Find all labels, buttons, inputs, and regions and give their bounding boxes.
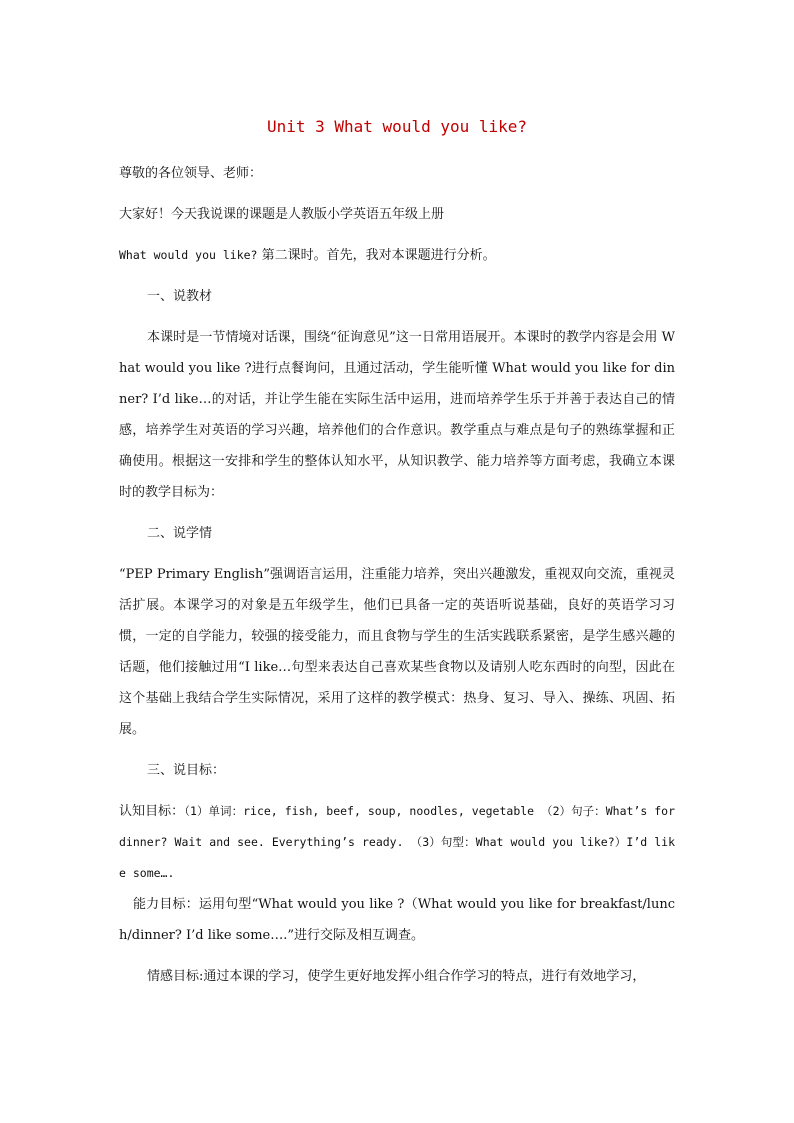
section-3-heading: 三、说目标：: [147, 763, 226, 778]
goal-cognitive-body: （1）单词：rice, fish, beef, soup, noodles, vegetable （2）句子：What’s for dinner? Wait and see. Everything’s ready. （3）句型：What would you like?）I’d like some….: [119, 804, 675, 880]
section-2-heading: 二、说学情: [147, 526, 213, 541]
goal-cognitive-label: 认知目标：: [119, 804, 185, 819]
intro-line-2-english: What would you like?: [119, 248, 258, 262]
intro-line-2-chinese: 第二课时。首先，我对本课题进行分析。: [257, 248, 496, 263]
goal-emotion-label: 情感目标:: [147, 969, 204, 984]
section-1-heading: 一、说教材: [147, 289, 213, 304]
section-2-body: “PEP Primary English”强调语言运用，注重能力培养，突出兴趣激发，重视双向交流，重视灵活扩展。本课学习的对象是五年级学生，他们已具备一定的英语听说基础，良好的英语学习习惯，一定的自学能力，较强的接受能力，而且食物与学生的生活实践联系紧密，是学生感兴趣的话题，他们接触过用“I like…句型来表达自己喜欢某些食物以及请别人吃东西时的向型，因此在这个基础上我结合学生实际情况，采用了这样的教学模式：热身、复习、导入、操练、巩固、拓展。: [119, 567, 675, 737]
greeting: 尊敬的各位领导、老师：: [119, 166, 263, 181]
goal-emotion-body: 通过本课的学习，使学生更好地发挥小组合作学习的特点，进行有效地学习，: [203, 969, 646, 984]
section-1-body: 本课时是一节情境对话课，围绕“征询意见”这一日常用语展开。本课时的教学内容是会用 What would you like ?进行点餐询问，且通过活动，学生能听懂 What would you like for dinner? I’d like…的对话，并让学生能在实际生活中运用，进而培养学生乐于并善于表达自己的情感，培养学生对英语的学习兴趣，培养他们的合作意识。教学重点与难点是句子的熟练掌握和正确使用。根据这一安排和学生的整体认知水平，从知识教学、能力培养等方面考虑，我确立本课时的教学目标为：: [119, 330, 675, 500]
goal-cognitive: [119, 796, 675, 889]
goal-ability-body: 运用句型“What would you like ?（What would you like for breakfast/lunch/dinner? I’d like some….”进行交际及相互调查。: [119, 897, 675, 943]
intro-line-2: [119, 240, 675, 271]
intro-line-1: 大家好！今天我说课的课题是人教版小学英语五年级上册: [119, 207, 445, 222]
goal-ability: [119, 889, 675, 951]
document-page: [119, 112, 675, 992]
goal-emotion: [119, 961, 675, 992]
goal-ability-label: 能力目标：: [133, 897, 199, 912]
document-title: Unit 3 What would you like?: [266, 117, 528, 136]
